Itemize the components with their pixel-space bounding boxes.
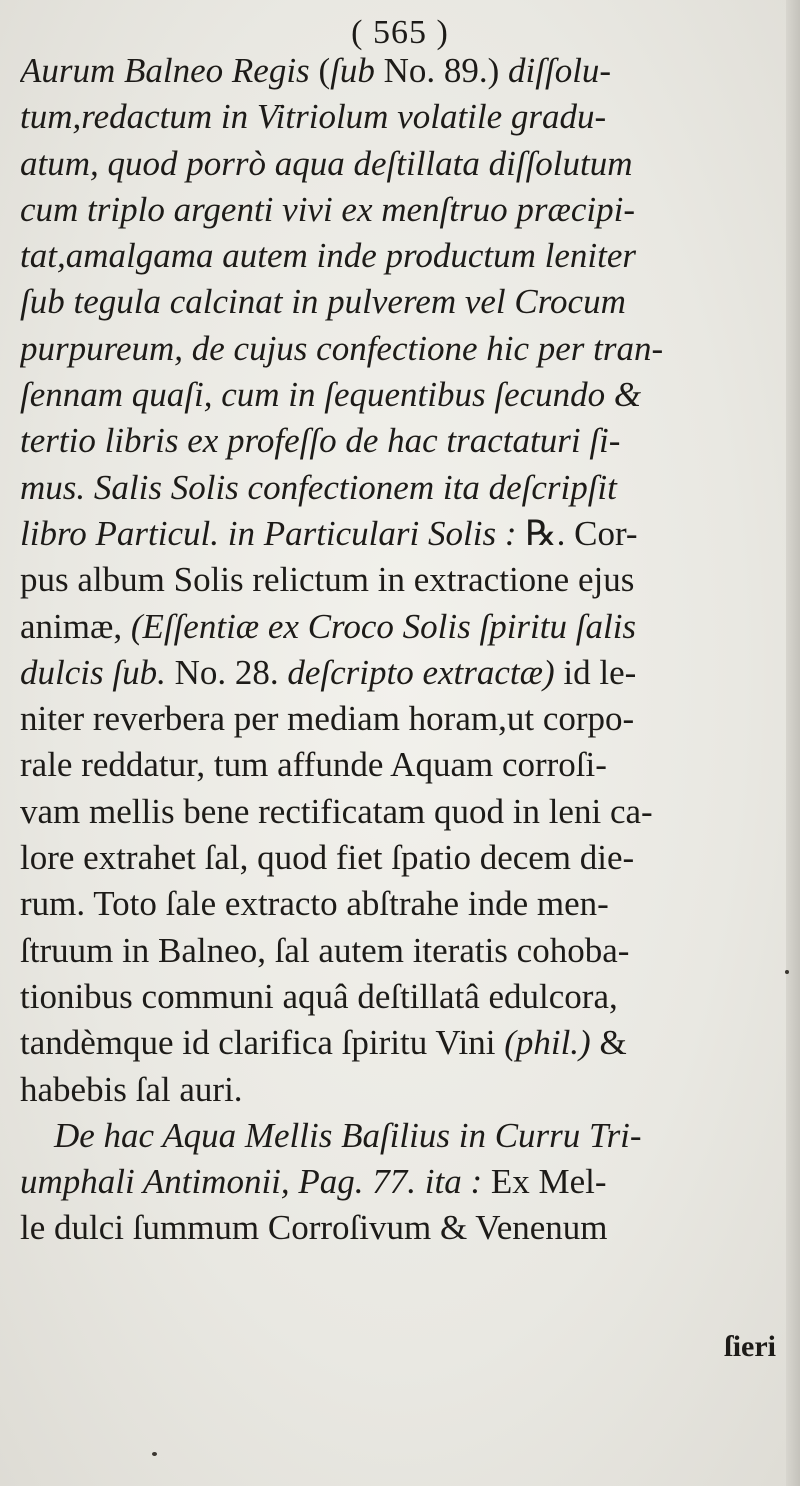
text-line — [20, 141, 790, 187]
text-span: No. 28. — [174, 652, 288, 692]
text-line — [20, 557, 790, 603]
text-span: ( — [318, 51, 331, 90]
text-span: vam mellis bene rectificatam quod in leni ca- — [20, 791, 653, 831]
text-span: niter reverbera per mediam horam,ut corpo- — [20, 699, 635, 739]
text-line — [20, 1159, 790, 1205]
ink-speck — [152, 1452, 157, 1456]
text-span: pus album Solis relictum in extractione ejus — [20, 560, 635, 600]
text-span: tertio libris ex profeſſo de hac tractaturi ſi- — [20, 421, 621, 461]
text-span: ſub tegula calcinat in pulverem vel Crocum — [20, 282, 626, 322]
text-span: mus. Salis Solis confectionem ita deſcripſit — [20, 467, 617, 507]
text-span: ℞. Cor- — [525, 513, 638, 553]
text-line — [20, 1205, 790, 1251]
text-span: (phil.) — [504, 1023, 600, 1063]
text-span: tum,redactum in Vitriolum volatile gradu- — [20, 97, 607, 137]
text-line — [20, 835, 790, 881]
catchword: ſieri — [724, 1330, 776, 1363]
text-line — [20, 94, 790, 140]
text-span: ſennam quaſi, cum in ſequentibus ſecundo & — [20, 375, 642, 415]
text-span: habebis ſal auri. — [20, 1069, 243, 1109]
text-line — [20, 742, 790, 788]
text-span: le dulci ſummum Corroſivum & Venenum — [20, 1208, 608, 1248]
text-span: ſtruum in Balneo, ſal autem iteratis cohoba- — [20, 930, 630, 970]
text-span: diſſolu- — [508, 51, 612, 90]
text-span: tat,amalgama autem inde productum leniter — [20, 236, 636, 276]
text-line — [20, 928, 790, 974]
text-span: animæ, — [20, 606, 131, 646]
text-span: lore extrahet ſal, quod fiet ſpatio decem die- — [20, 838, 635, 878]
text-span: ſub — [330, 51, 384, 90]
text-line — [20, 279, 790, 325]
text-line — [20, 789, 790, 835]
text-line — [20, 465, 790, 511]
text-span: tandèmque id clarifica ſpiritu Vini — [20, 1023, 505, 1063]
text-span: umphali Antimonii, Pag. 77. ita : — [20, 1162, 491, 1202]
page-number: ( 565 ) — [351, 14, 449, 51]
body-text — [20, 48, 790, 1252]
text-line — [20, 418, 790, 464]
text-span: deſcripto extractæ) — [287, 652, 564, 692]
text-span: rum. Toto ſale extracto abſtrahe inde men- — [20, 884, 609, 924]
text-span: De hac Aqua Mellis Baſilius in Curru Tri- — [54, 1115, 642, 1155]
text-span: (Eſſentiæ ex Croco Solis ſpiritu ſalis — [130, 606, 637, 646]
text-span: tionibus communi aquâ deſtillatâ edulcora, — [20, 976, 618, 1016]
text-line — [20, 1113, 790, 1159]
text-span: dulcis ſub. — [20, 652, 175, 692]
text-line — [20, 233, 790, 279]
text-span: cum triplo argenti vivi ex menſtruo præcipi- — [20, 189, 635, 229]
text-line — [20, 1020, 790, 1066]
text-span: id le- — [563, 652, 637, 692]
text-line — [20, 974, 790, 1020]
text-line — [20, 604, 790, 650]
text-line — [20, 650, 790, 696]
text-span: atum, quod porrò aqua deſtillata diſſolutum — [20, 143, 633, 183]
text-span: No. 89.) — [383, 51, 509, 90]
text-span: & — [599, 1023, 627, 1063]
text-line — [20, 372, 790, 418]
text-line — [20, 48, 790, 94]
text-span: purpureum, de cujus confectione hic per tran- — [20, 328, 664, 368]
text-span: libro Particul. in Particulari Solis : — [20, 513, 526, 553]
ink-speck — [785, 970, 789, 974]
text-span: Aurum Balneo Regis — [20, 51, 319, 90]
text-line — [20, 1067, 790, 1113]
text-span: Ex Mel- — [490, 1162, 607, 1202]
text-line — [20, 696, 790, 742]
text-line — [20, 187, 790, 233]
text-line — [20, 511, 790, 557]
text-line — [20, 881, 790, 927]
text-span: rale reddatur, tum affunde Aquam corroſi- — [20, 745, 607, 785]
text-line — [20, 326, 790, 372]
